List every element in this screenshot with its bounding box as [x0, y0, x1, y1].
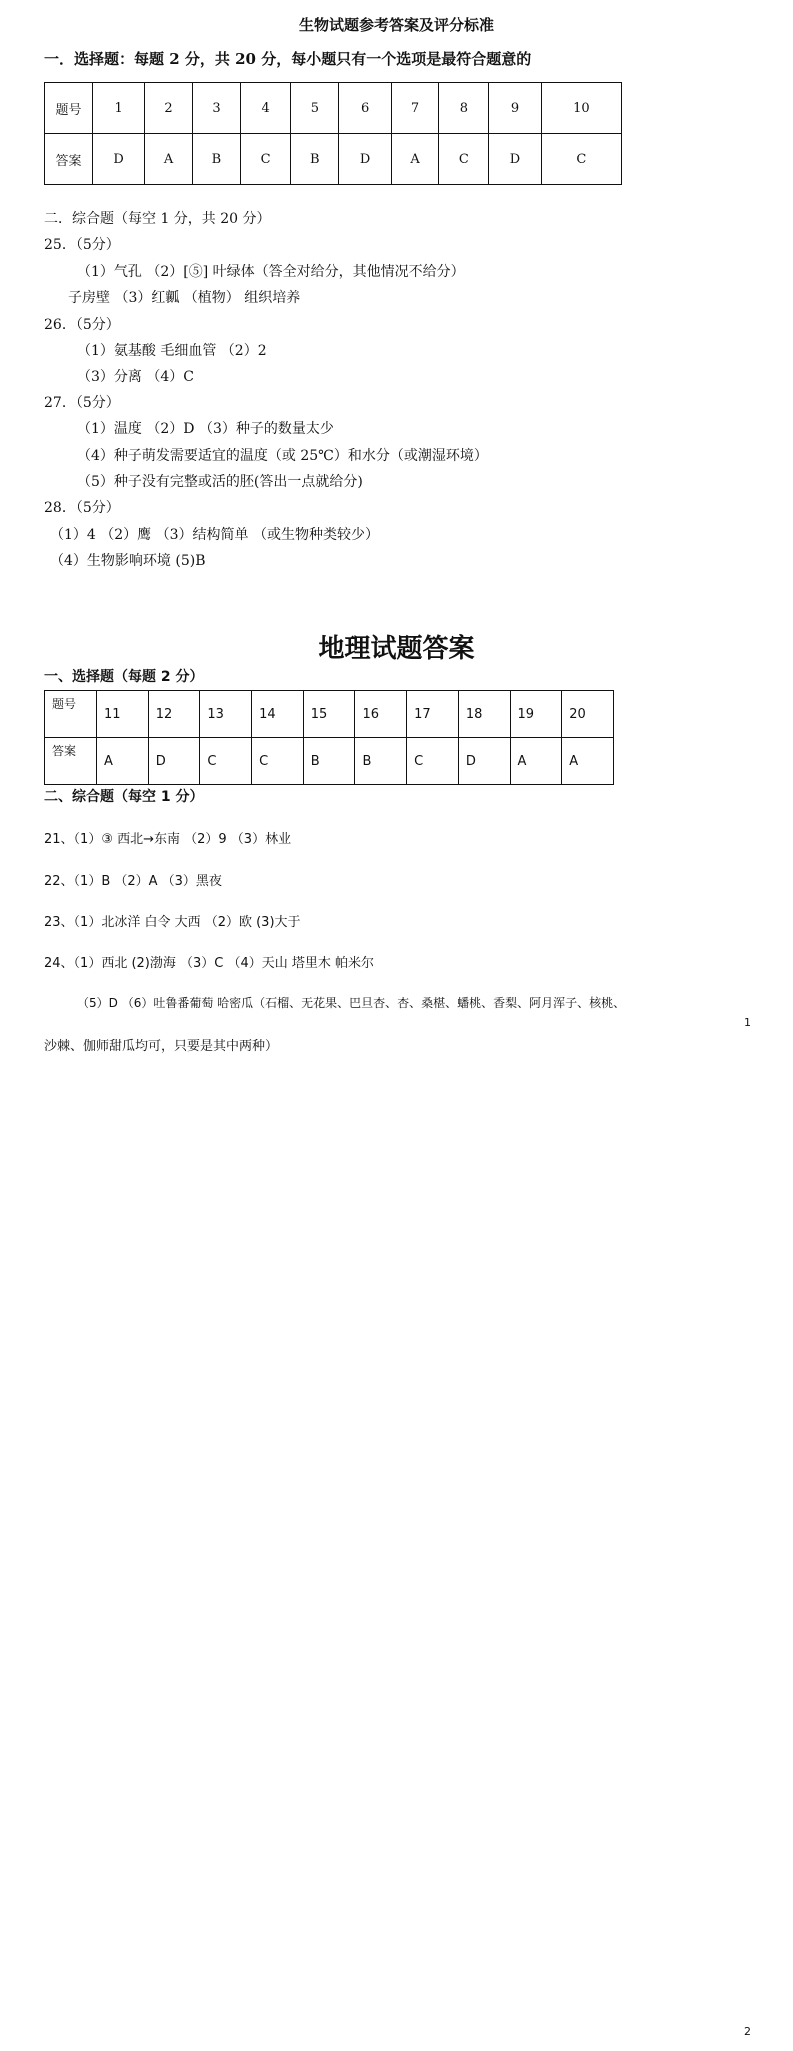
biology-line: （4）种子萌发需要适宜的温度（或 25℃）和水分（或潮湿环境） — [77, 448, 488, 464]
answer-cell: B — [355, 738, 407, 785]
answer-cell: C — [407, 738, 459, 785]
table-row — [45, 134, 622, 185]
answer-cell: A — [510, 738, 562, 785]
geography-line: 24、（1）西北 (2)渤海 （3）C （4）天山 塔里木 帕米尔 — [44, 956, 375, 971]
question-number: 10 — [541, 83, 621, 134]
biology-line: 26．（5分） — [44, 317, 120, 333]
geography-line: 沙棘、伽师甜瓜均可，只要是其中两种） — [44, 1039, 279, 1054]
answer-cell: A — [145, 134, 193, 185]
page-number: 2 — [744, 2025, 751, 2038]
biology-section2-title: 二．综合题（每空 1 分，共 20 分） — [44, 211, 271, 227]
biology-line: （3）分离 （4）C — [77, 369, 194, 385]
geography-title: 地理试题答案 — [318, 634, 475, 664]
question-number: 11 — [97, 691, 149, 738]
biology-answer-table — [44, 82, 622, 185]
question-number: 19 — [510, 691, 562, 738]
question-number: 7 — [391, 83, 439, 134]
answer-cell: D — [489, 134, 541, 185]
answer-cell: D — [93, 134, 145, 185]
row-label: 题号 — [45, 691, 97, 738]
biology-line: 28．（5分） — [44, 500, 120, 516]
biology-line: （1）4 （2）鹰 （3）结构简单 （或生物种类较少） — [50, 527, 379, 543]
table-row — [45, 691, 614, 738]
biology-line: （1）氨基酸 毛细血管 （2）2 — [77, 343, 267, 359]
answer-cell: C — [200, 738, 252, 785]
answer-cell: B — [303, 738, 355, 785]
table-row — [45, 83, 622, 134]
geography-section2-title: 二、综合题（每空 1 分） — [44, 789, 204, 805]
question-number: 1 — [93, 83, 145, 134]
page-number: 1 — [744, 1016, 751, 1029]
answer-cell: C — [439, 134, 489, 185]
geography-line: （5）D （6）吐鲁番葡萄 哈密瓜（石榴、无花果、巴旦杏、杏、桑椹、蟠桃、香梨、阿月浑子、核桃、 — [77, 996, 626, 1010]
answer-cell: A — [97, 738, 149, 785]
biology-line: （5）种子没有完整或活的胚(答出一点就给分) — [77, 474, 363, 490]
geography-section1-title: 一、选择题（每题 2 分） — [44, 669, 204, 685]
answer-cell: A — [562, 738, 614, 785]
question-number: 16 — [355, 691, 407, 738]
question-number: 2 — [145, 83, 193, 134]
question-number: 8 — [439, 83, 489, 134]
question-number: 12 — [148, 691, 200, 738]
answer-cell: D — [458, 738, 510, 785]
question-number: 17 — [407, 691, 459, 738]
biology-line: （1）温度 （2）D （3）种子的数量太少 — [77, 421, 334, 437]
geography-answer-table — [44, 690, 614, 785]
answer-cell: D — [339, 134, 391, 185]
geography-line: 22、（1）B （2）A （3）黑夜 — [44, 874, 222, 889]
question-number: 20 — [562, 691, 614, 738]
question-number: 4 — [241, 83, 291, 134]
question-number: 9 — [489, 83, 541, 134]
answer-cell: C — [252, 738, 304, 785]
biology-title: 生物试题参考答案及评分标准 — [298, 16, 494, 34]
question-number: 14 — [252, 691, 304, 738]
biology-line: 27．（5分） — [44, 395, 120, 411]
biology-line: （4）生物影响环境 (5)B — [50, 553, 206, 569]
row-label: 答案 — [45, 134, 93, 185]
biology-line: （1）气孔 （2）[⑤] 叶绿体（答全对给分，其他情况不给分） — [77, 264, 465, 280]
question-number: 5 — [291, 83, 339, 134]
biology-section1-title: 一．选择题：每题 2 分，共 20 分，每小题只有一个选项是最符合题意的 — [44, 50, 532, 68]
answer-cell: A — [391, 134, 439, 185]
table-row — [45, 738, 614, 785]
biology-line: 25．（5分） — [44, 237, 120, 253]
geography-line: 21、（1）③ 西北→东南 （2）9 （3）林业 — [44, 832, 292, 847]
question-number: 15 — [303, 691, 355, 738]
row-label: 答案 — [45, 738, 97, 785]
question-number: 3 — [192, 83, 240, 134]
answer-cell: C — [541, 134, 621, 185]
answer-cell: C — [241, 134, 291, 185]
row-label: 题号 — [45, 83, 93, 134]
biology-line: 子房壁 （3）红瓤 （植物） 组织培养 — [68, 290, 301, 306]
answer-cell: B — [192, 134, 240, 185]
answer-cell: B — [291, 134, 339, 185]
question-number: 13 — [200, 691, 252, 738]
question-number: 6 — [339, 83, 391, 134]
geography-line: 23、（1）北冰洋 白令 大西 （2）欧 (3)大于 — [44, 915, 301, 930]
answer-cell: D — [148, 738, 200, 785]
question-number: 18 — [458, 691, 510, 738]
